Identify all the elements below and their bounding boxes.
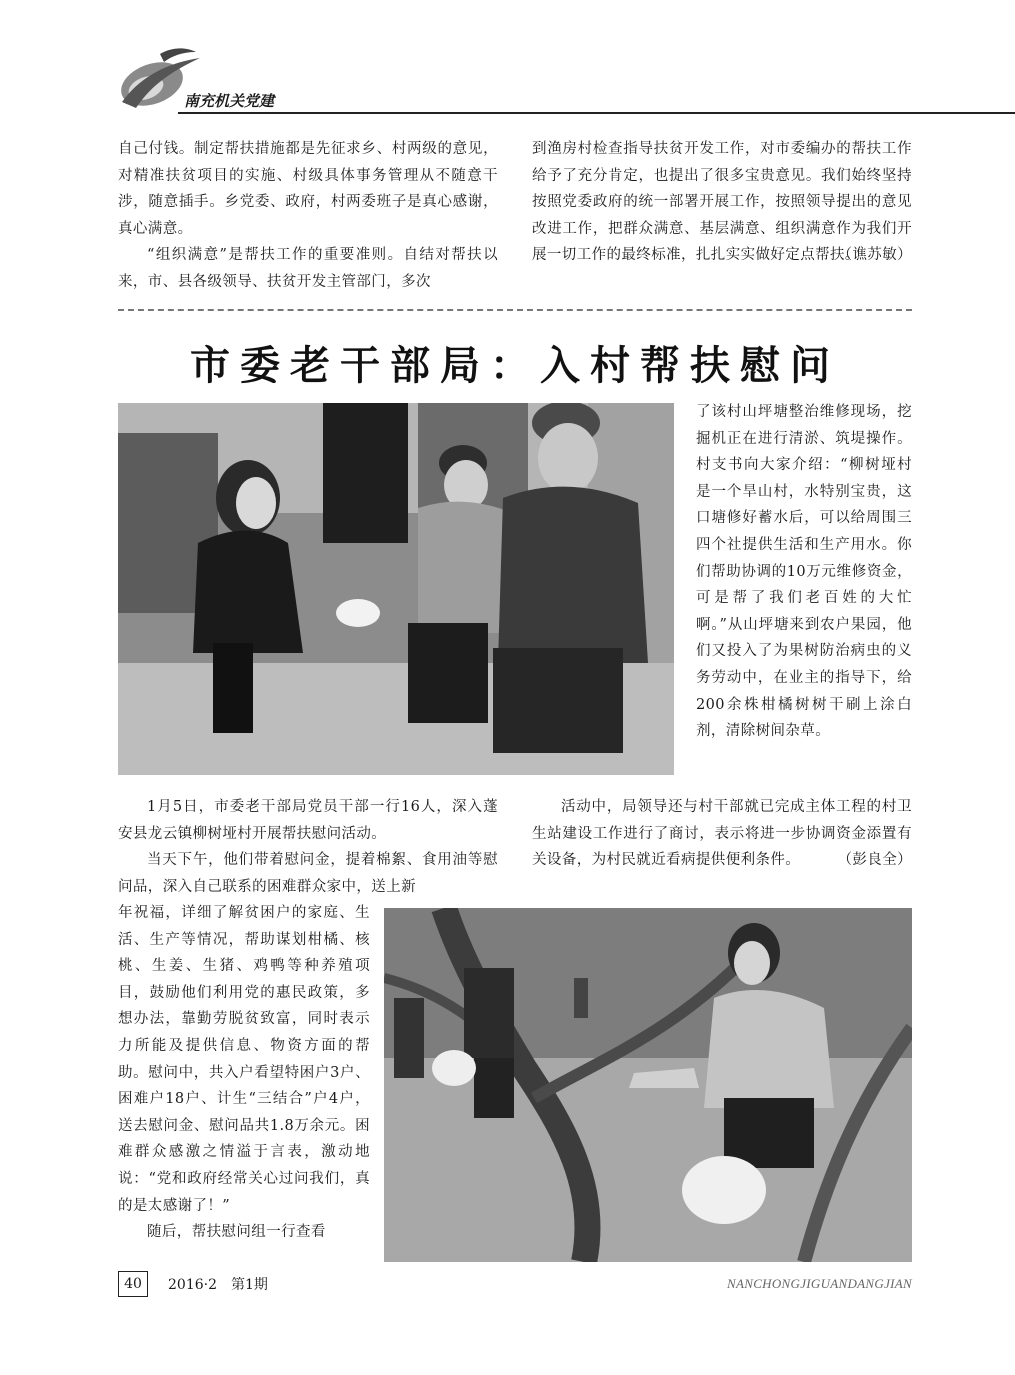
page-footer <box>0 1268 1015 1308</box>
paragraph: 随后，帮扶慰问组一行查看 <box>147 1224 326 1241</box>
lower-left-column-narrow <box>118 900 370 1246</box>
magazine-name: 南充机关党建 <box>184 92 275 110</box>
author-credit: （谯苏敏） <box>837 247 912 264</box>
visit-photo <box>118 403 674 775</box>
paragraph: 到渔房村检查指导扶贫开发工作，对市委编办的帮扶工作给予了充分肯定，也提出了很多宝贵意见。我们始终坚持按照党委政府的统一部署开展工作，按照领导提出的意见改进工作，把群众满意、基层满意、组织满意作为我们开展一切工作的最终标准，扎扎实实做好定点帮扶。 <box>532 141 912 264</box>
journal-pinyin: NANCHONGJIGUANDANGJIAN <box>727 1276 912 1291</box>
author-credit: （彭良全） <box>837 852 912 869</box>
paragraph: 自己付钱。制定帮扶措施都是先征求乡、村两级的意见，对精准扶贫项目的实施、村级具体事务管理从不随意干涉，随意插手。乡党委、政府，村两委班子是真心感谢，真心满意。 <box>118 141 498 237</box>
page-header <box>0 0 1015 115</box>
issue-info: 2016·2 第1期 <box>168 1277 268 1293</box>
photo-side-column <box>696 399 912 745</box>
paragraph: 年祝福，详细了解贫困户的家庭、生活、生产等情况，帮助谋划柑橘、核桃、生姜、生猪、鸡鸭等种养殖项目，鼓励他们利用党的惠民政策，多想办法，靠勤劳脱贫致富，同时表示力所能及提供信息、物资方面的帮助。慰问中，共入户看望特困户3户、困难户18户、计生“三结合”户4户，送去慰问金、慰问品共1.8万余元。困难群众感激之情溢于言表，激动地说：“党和政府经常关心过问我们，真的是太感谢了！” <box>118 905 370 1214</box>
paragraph: 活动中，局领导还与村干部就已完成主体工程的村卫生站建设工作进行了商讨，表示将进一步协调资金添置有关设备，为村民就近看病提供便利条件。 <box>532 799 912 869</box>
top-left-column <box>118 136 498 296</box>
article-title: 市委老干部局：入村帮扶慰问 <box>190 343 840 389</box>
header-rule <box>178 112 1015 114</box>
top-right-column <box>532 136 912 269</box>
orchard-photo <box>384 908 912 1262</box>
page-number: 40 <box>118 1271 148 1297</box>
section-divider <box>118 309 912 311</box>
paragraph: “组织满意”是帮扶工作的重要准则。自结对帮扶以来，市、县各级领导、扶贫开发主管部门，多次 <box>118 247 498 290</box>
paragraph: 1月5日，市委老干部局党员干部一行16人，深入蓬安县龙云镇柳树垭村开展帮扶慰问活动。 <box>118 799 498 842</box>
paragraph: 了该村山坪塘整治维修现场，挖掘机正在进行清淤、筑堤操作。村支书向大家介绍：“柳树垭村是一个旱山村，水特别宝贵，这口塘修好蓄水后，可以给周围三四个社提供生活和生产用水。你们帮助协调的10万元维修资金，可是帮了我们老百姓的大忙啊。”从山坪塘来到农户果园，他们又投入了为果树防治病虫的义务劳动中，在业主的指导下，给200余株柑橘树树干刷上涂白剂，清除树间杂草。 <box>696 404 912 740</box>
paragraph: 当天下午，他们带着慰问金，提着棉絮、食用油等慰问品，深入自己联系的困难群众家中，送上新 <box>118 852 498 895</box>
lower-right-column <box>532 794 912 874</box>
lower-left-column-top <box>118 794 498 900</box>
